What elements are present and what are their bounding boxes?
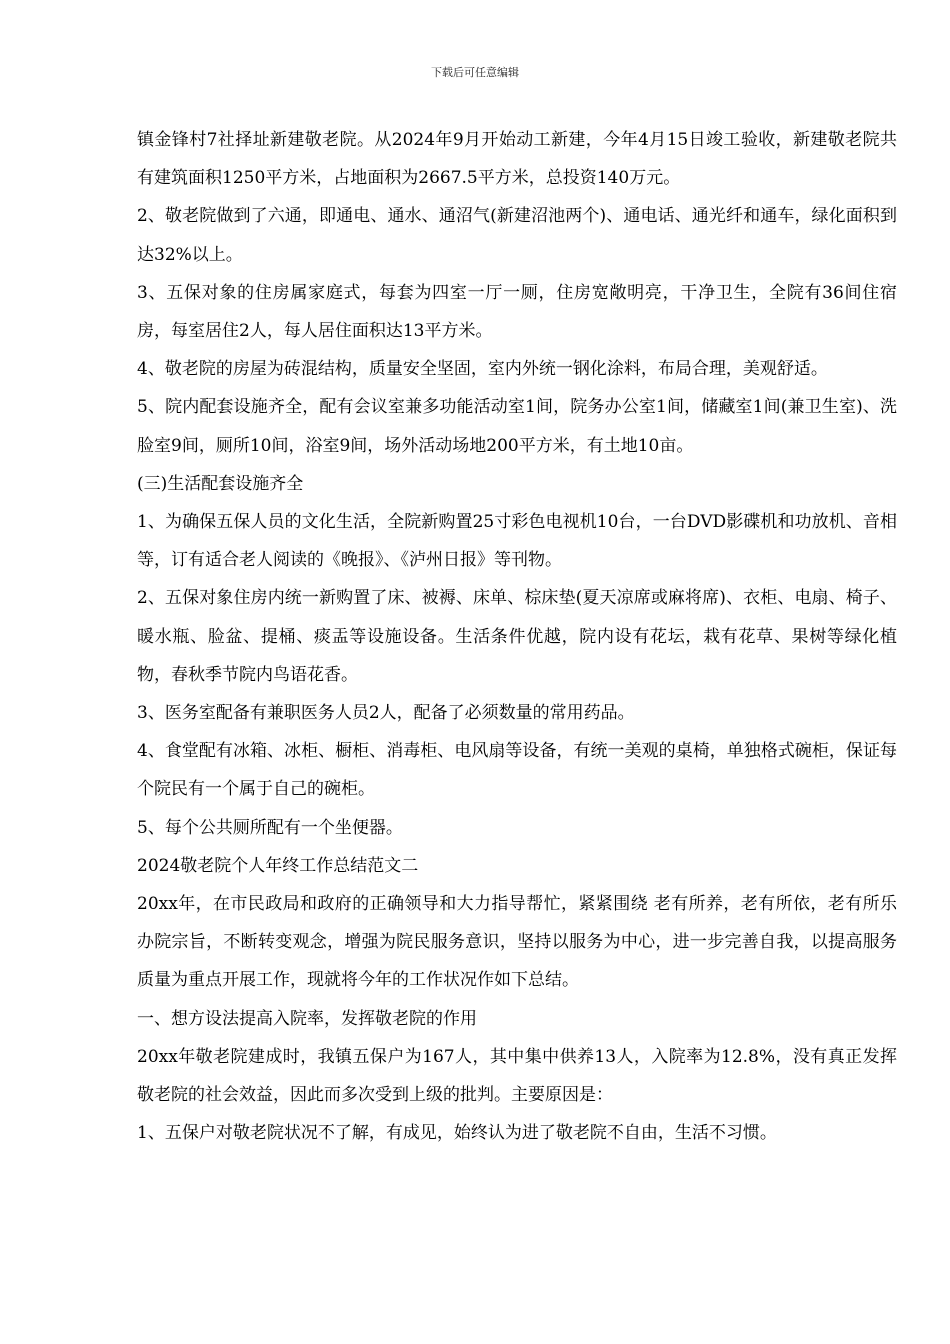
paragraph-toilets: 5、每个公共厕所配有一个坐便器。 xyxy=(137,817,403,838)
paragraph-new-building: 镇金锋村7社择址新建敬老院。从2024年9月开始动工新建，今年4月15日竣工验收，新建敬老院共有建筑面积1250平方米，占地面积为2667.5平方米，总投资140万元。 xyxy=(137,130,897,189)
section-heading-living-facilities: (三)生活配套设施齐全 xyxy=(137,473,304,494)
paragraph-reason-one: 1、五保户对敬老院状况不了解，有成见，始终认为进了敬老院不自由，生活不习惯。 xyxy=(137,1123,777,1144)
paragraph-structure: 4、敬老院的房屋为砖混结构，质量安全坚固，室内外统一钢化涂料，布局合理，美观舒适。 xyxy=(137,359,828,380)
paragraph-summary-intro: 20xx年，在市民政局和政府的正确领导和大力指导帮忙，紧紧围绕 老有所养，老有所依，老有所乐 办院宗旨，不断转变观念，增强为院民服务意识，坚持以服务为中心，进一步完善自我，以提高服务质量为重点开展工作，现就将今年的工作状况作如下总结。 xyxy=(137,894,897,991)
document-body xyxy=(137,121,897,1152)
paragraph-furniture: 2、五保对象住房内统一新购置了床、被褥、床单、棕床垫(夏天凉席或麻将席)、衣柜、电扇、椅子、暖水瓶、脸盆、提桶、痰盂等设施设备。生活条件优越，院内设有花坛，栽有花草、果树等绿化植物，春秋季节院内鸟语花香。 xyxy=(137,588,897,685)
paragraph-six-connections: 2、敬老院做到了六通，即通电、通水、通沼气(新建沼池两个)、通电话、通光纤和通车，绿化面积到达32%以上。 xyxy=(137,206,897,265)
paragraph-medical: 3、医务室配备有兼职医务人员2人，配备了必须数量的常用药品。 xyxy=(137,703,635,724)
page-header-note: 下载后可任意编辑 xyxy=(431,66,519,79)
section-heading-admission-rate: 一、想方设法提高入院率，发挥敬老院的作用 xyxy=(137,1008,477,1029)
paragraph-culture: 1、为确保五保人员的文化生活，全院新购置25寸彩色电视机10台，一台DVD影碟机和功放机、音相等，订有适合老人阅读的《晚报》、《泸州日报》等刊物。 xyxy=(137,512,897,571)
paragraph-admission-stats: 20xx年敬老院建成时，我镇五保户为167人，其中集中供养13人，入院率为12.8%，没有真正发挥敬老院的社会效益，因此而多次受到上级的批判。主要原因是： xyxy=(137,1046,897,1106)
document-subtitle: 2024敬老院个人年终工作总结范文二 xyxy=(137,855,419,876)
paragraph-canteen: 4、食堂配有冰箱、冰柜、橱柜、消毒柜、电风扇等设备，有统一美观的桌椅，单独格式碗柜，保证每个院民有一个属于自己的碗柜。 xyxy=(137,741,897,800)
paragraph-facilities: 5、院内配套设施齐全，配有会议室兼多功能活动室1间，院务办公室1间，储藏室1间(兼卫生室)、洗脸室9间，厕所10间，浴室9间，场外活动场地200平方米，有土地10亩。 xyxy=(137,397,897,456)
paragraph-housing: 3、五保对象的住房属家庭式，每套为四室一厅一厕，住房宽敞明亮，干净卫生，全院有36间住宿房，每室居住2人，每人居住面积达13平方米。 xyxy=(137,282,897,342)
